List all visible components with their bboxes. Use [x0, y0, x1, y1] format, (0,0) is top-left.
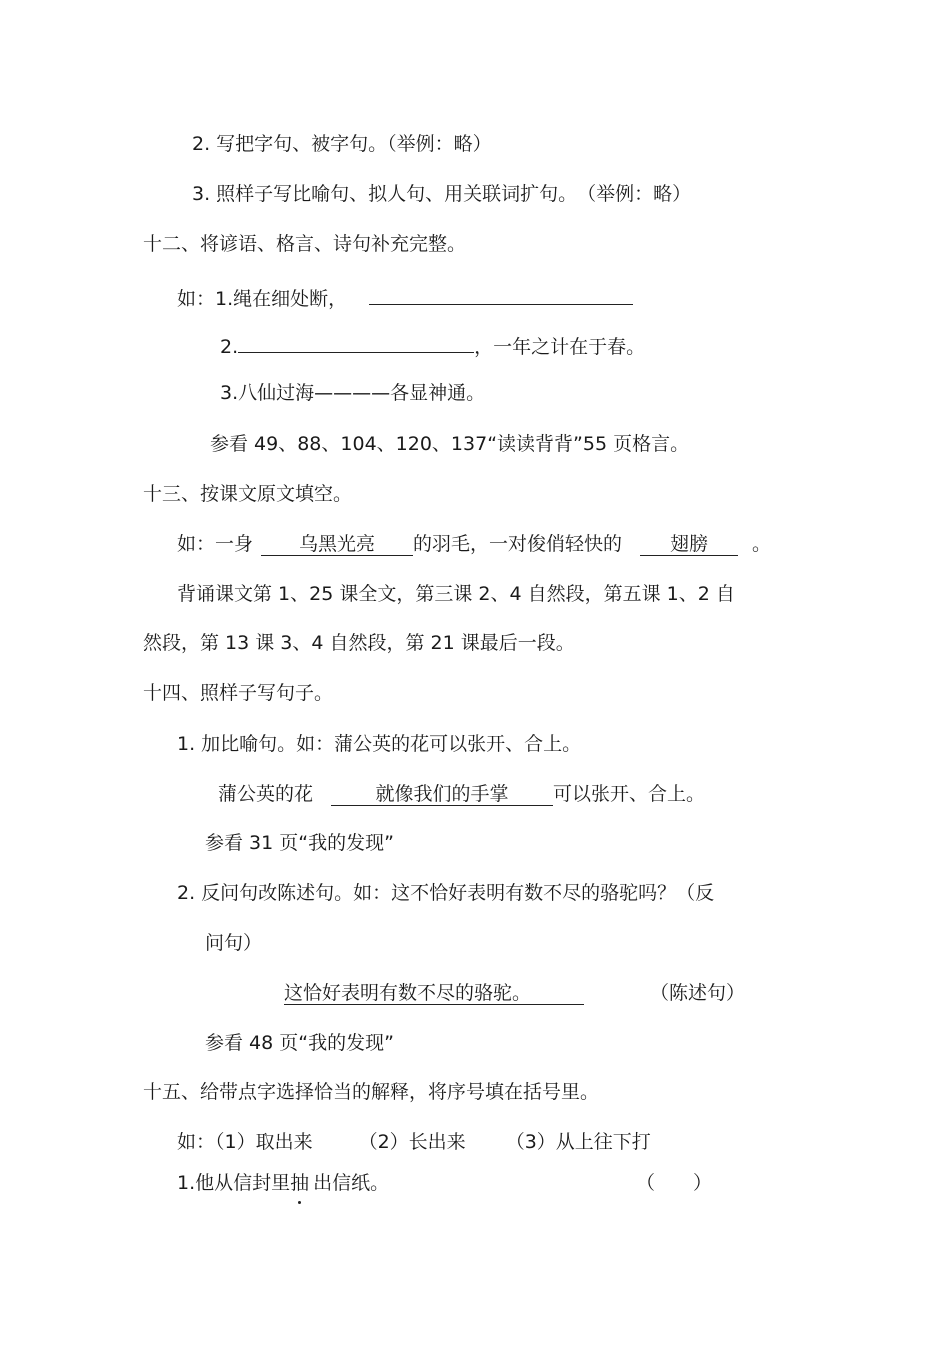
s14-q1-answer-text-2: 可以张开、合上。 — [553, 783, 706, 805]
s14-q2-answer — [284, 981, 745, 1005]
s12-reference: 参看 49、88、104、120、137“读读背背”55 页格言。 — [210, 433, 690, 455]
s13-example-fill-2: 翅膀 — [640, 533, 738, 556]
section-13-title: 十三、按课文原文填空。 — [143, 483, 353, 505]
item-3-rhetoric-sentences: 3. 照样子写比喻句、拟人句、用关联词扩句。 （举例：略） — [192, 183, 692, 205]
s12-q2-blank[interactable] — [238, 332, 474, 353]
section-14-title: 十四、照样子写句子。 — [143, 682, 334, 704]
s12-question-1 — [177, 284, 633, 311]
s14-question-1: 1. 加比喻句。如：蒲公英的花可以张开、合上。 — [177, 733, 582, 755]
s12-q2-text: ，一年之计在于春。 — [474, 336, 646, 358]
s15-q1-answer-paren[interactable]: （ ） — [636, 1172, 713, 1194]
s14-q2-answer-tag: （陈述句） — [650, 982, 746, 1004]
s15-option-2: （2）长出来 — [358, 1131, 466, 1153]
s15-q1-text-2: 出信纸。 — [313, 1172, 390, 1194]
s12-question-2 — [220, 332, 645, 359]
s14-question-2-line-2: 问句） — [205, 932, 263, 954]
s12-q1-text: 如：1.绳在细处断， — [177, 288, 348, 310]
s14-q1-answer — [218, 782, 705, 806]
item-2-ba-bei-sentences: 2. 写把字句、被字句。（举例：略） — [192, 133, 492, 155]
s13-example-text-3: 。 — [752, 533, 772, 555]
s14-q1-reference: 参看 31 页“我的发现” — [205, 832, 394, 854]
s13-example-text-2: 的羽毛，一对俊俏轻快的 — [413, 533, 623, 555]
s15-question-1 — [177, 1171, 389, 1195]
s12-question-3: 3.八仙过海————各显神通。 — [220, 382, 486, 404]
section-15-title: 十五、给带点字选择恰当的解释，将序号填在括号里。 — [143, 1081, 600, 1103]
s15-option-3: （3）从上往下打 — [505, 1131, 651, 1153]
s15-q1-dotted-char: 抽 — [290, 1172, 310, 1194]
s13-recite-line-2: 然段，第 13 课 3、4 自然段，第 21 课最后一段。 — [143, 632, 575, 654]
s14-q1-answer-text-1: 蒲公英的花 — [218, 783, 314, 805]
s12-q2-number: 2. — [220, 336, 239, 358]
s15-options — [177, 1130, 651, 1154]
s13-example-fill-1: 乌黑光亮 — [261, 533, 413, 556]
s15-option-1: 如：（1）取出来 — [177, 1131, 313, 1153]
s13-recite-line-1: 背诵课文第 1、25 课全文，第三课 2、4 自然段，第五课 1、2 自 — [177, 583, 735, 605]
s14-q2-answer-fill: 这恰好表明有数不尽的骆驼。 — [284, 982, 584, 1005]
s14-q1-answer-fill: 就像我们的手掌 — [331, 783, 553, 806]
section-12-title: 十二、将谚语、格言、诗句补充完整。 — [143, 233, 467, 255]
s13-example — [177, 532, 771, 556]
s12-q1-blank[interactable] — [369, 284, 633, 305]
s14-q2-reference: 参看 48 页“我的发现” — [205, 1032, 394, 1054]
s13-example-text-1: 如：一身 — [177, 533, 254, 555]
s14-question-2-line-1: 2. 反问句改陈述句。如：这不恰好表明有数不尽的骆驼吗？（反 — [177, 882, 715, 904]
s15-q1-text-1: 1.他从信封里 — [177, 1172, 291, 1194]
